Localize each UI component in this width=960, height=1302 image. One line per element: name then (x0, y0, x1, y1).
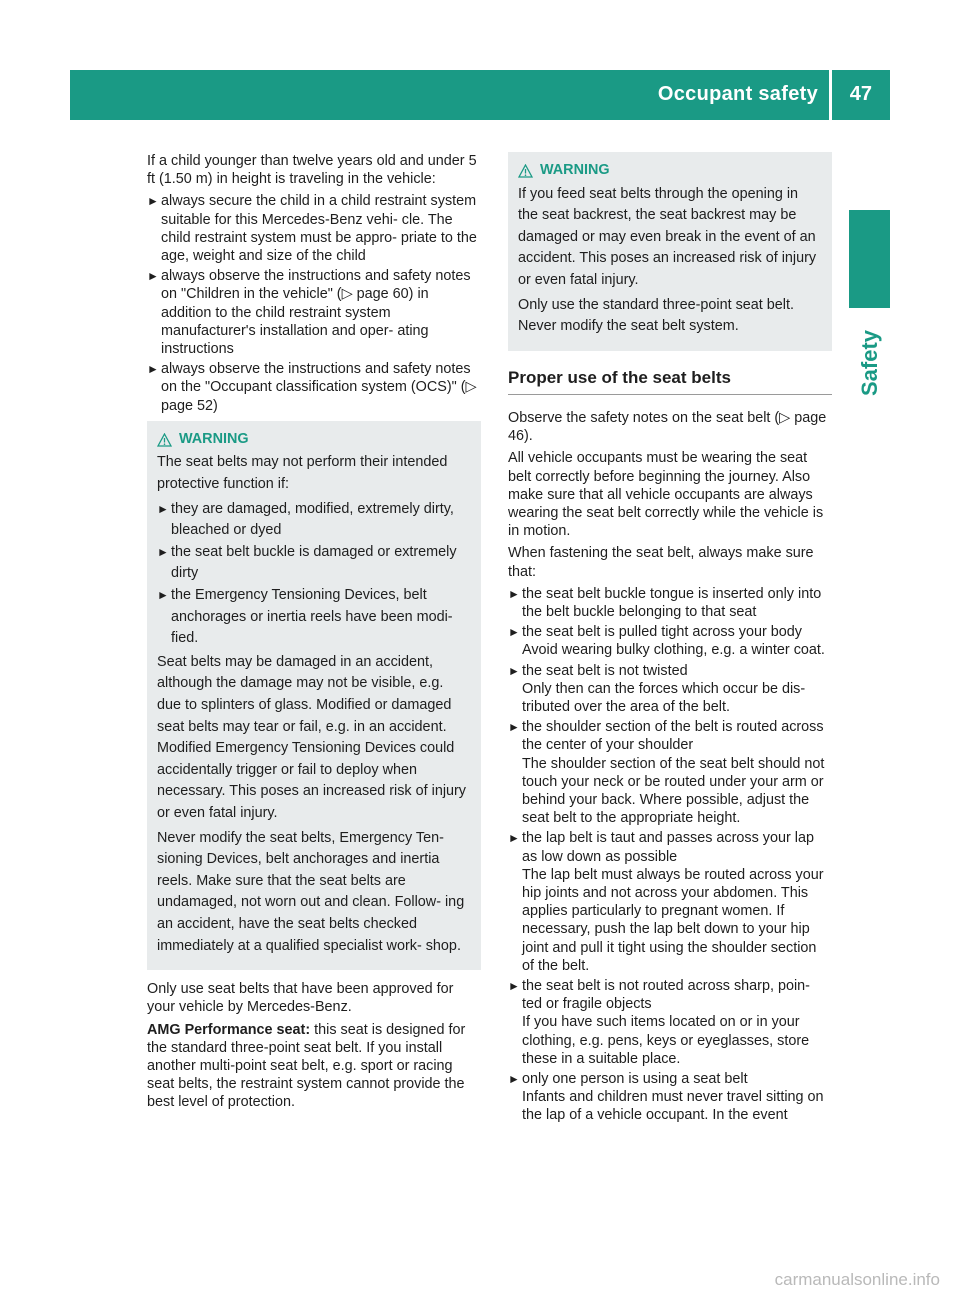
warning-intro: The seat belts may not perform their intended protective function if: (157, 454, 448, 493)
warning-paragraph: Only use the standard three-point seat belt. Never modify the seat belt system. (518, 296, 794, 335)
bullet-icon: ► (157, 544, 169, 559)
warning-box (508, 152, 832, 351)
bullet-icon: ► (157, 501, 169, 516)
list-item: ► only one person is using a seat belt Infants and children must never travel sitting on the lap of a vehicle occupant. In the event (508, 1070, 832, 1125)
warning-bullet-list (157, 499, 471, 650)
list-item: ► always observe the instructions and safety notes on "Children in the vehicle" (▷ page 60) in addition to the child restraint system manufacturer's installation and oper- ating instructions (147, 268, 471, 358)
list-item-detail: Avoid wearing bulky clothing, e.g. a winter coat. (522, 642, 825, 659)
occupants-paragraph: All vehicle occupants must be wearing the seat belt correctly before beginning the journey. Also make sure that all vehicle occupants are always wearing the seat belt correctly while the vehicle is in motion. (508, 450, 824, 540)
bullet-icon: ► (508, 586, 520, 601)
warning-box (147, 421, 481, 970)
left-column (147, 152, 481, 1116)
warning-paragraph: If you feed seat belts through the opening in the seat backrest, the seat backrest may be damaged or may even break in the event of an accident. This poses an increased risk of injury or even fatal injury. (518, 185, 817, 288)
list-item-detail: The lap belt must always be routed across your hip joints and not across your abdomen. This applies particularly to pregnant women. If necessary, push the lap belt down to your hip joint and pull it tight using the shoulder section of the belt. (522, 866, 824, 974)
list-item: ► the seat belt is not routed across sharp, poin- ted or fragile objects If you have such items located on or in your clothing, e.g. pens, keys or eyeglasses, store these in a suitable place. (508, 977, 832, 1068)
warning-paragraph: Never modify the seat belts, Emergency Ten- sioning Devices, belt anchorages and inertia reels. Make sure that the seat belts are undamaged, not worn out and clean. Follow- ing an accident, have the seat belts checked immediately at a qualified specialist work- shop. (157, 829, 465, 954)
list-item-detail: If you have such items located on or in your clothing, e.g. pens, keys or eyeglasses, store these in a suitable place. (522, 1014, 810, 1067)
warning-triangle-icon (518, 164, 533, 178)
list-item: ► the seat belt is not twisted Only then can the forces which occur be dis- tributed over the area of the belt. (508, 662, 832, 717)
section-tab-marker (849, 210, 890, 308)
bullet-icon: ► (508, 979, 520, 994)
list-item: ► the seat belt buckle is damaged or extremely dirty (157, 543, 457, 582)
page-number: 47 (849, 83, 872, 105)
section-tab-text: Safety (856, 329, 882, 397)
right-column (508, 152, 832, 1127)
bullet-icon: ► (147, 362, 159, 377)
header-bar (70, 70, 890, 120)
bullet-icon: ► (508, 831, 520, 846)
warning-heading: WARNING (157, 429, 471, 451)
intro-bullet-list (147, 192, 481, 414)
list-item-detail: The shoulder section of the seat belt should not touch your neck or be routed under your arm or behind your back. Where possible, adjust the seat belt to the appropriate height. (522, 755, 825, 827)
bullet-icon: ► (157, 588, 169, 602)
fastening-bullet-list (508, 585, 832, 1125)
bullet-icon: ► (508, 720, 520, 735)
bullet-icon: ► (147, 194, 159, 209)
footer-watermark: carmanualsonline.info (774, 1270, 940, 1289)
bullet-icon: ► (508, 1072, 520, 1087)
list-item: ► always secure the child in a child restraint system suitable for this Mercedes-Benz vehi- cle. The child restraint system must be appro- priate to the age, weight and size of the child (147, 193, 477, 265)
warning-paragraph: Seat belts may be damaged in an accident, although the damage may not be visible, e.g. due to splinters of glass. Modified or damaged seat belts may tear or fail, e.g. in an accident. Modified Emergency Tensioning Devices could accidentally trigger or fail to deploy when necessary. This poses an increased risk of injury or even fatal injury. (157, 653, 467, 821)
observe-paragraph: Observe the safety notes on the seat belt (▷ page 46). (508, 409, 827, 445)
bullet-icon: ► (508, 625, 520, 640)
list-item: ► always observe the instructions and safety notes on the "Occupant classification system (OCS)" (▷ page 52) (147, 361, 477, 414)
list-item-detail: Infants and children must never travel sitting on the lap of a vehicle occupant. In the event (522, 1089, 824, 1124)
warning-heading: WARNING (518, 160, 822, 182)
bullet-icon: ► (508, 663, 520, 678)
intro-paragraph: If a child younger than twelve years old and under 5 ft (1.50 m) in height is traveling in the vehicle: (147, 153, 477, 188)
list-item: ► they are damaged, modified, extremely dirty, bleached or dyed (157, 500, 454, 539)
approved-paragraph: Only use seat belts that have been approved for your vehicle by Mercedes-Benz. (147, 981, 454, 1016)
header-divider (829, 70, 832, 120)
list-item-detail: Only then can the forces which occur be dis- tributed over the area of the belt. (522, 680, 806, 715)
amg-label: AMG Performance seat: (147, 1021, 311, 1038)
fastening-paragraph: When fastening the seat belt, always make sure that: (508, 545, 814, 580)
section-tab-label (849, 318, 890, 408)
list-item: ► the seat belt buckle tongue is inserted only into the belt buckle belonging to that seat (508, 585, 822, 620)
amg-paragraph (147, 1021, 481, 1112)
list-item: ► the lap belt is taut and passes across your lap as low down as possible The lap belt must always be routed across your hip joints and not across your abdomen. This applies particularly to pregnant women. If necessary, push the lap belt down to your hip joint and pull it tight using the shoulder section of the belt. (508, 829, 832, 975)
list-item: ► the shoulder section of the belt is routed across the center of your shoulder The shoulder section of the seat belt should not touch your neck or be routed under your arm or behind your back. Where possible, adjust the seat belt to the appropriate height. (508, 718, 832, 827)
page-title: Occupant safety (657, 83, 818, 105)
section-heading: Proper use of the seat belts (508, 369, 832, 395)
warning-triangle-icon (157, 433, 172, 447)
amg-text: this seat is designed for the standard three-point seat belt. If you install another multi-point seat belt, e.g. sport or racing seat belts, the restraint system cannot provide the best level of protection. (147, 1021, 466, 1111)
bullet-icon: ► (147, 269, 159, 284)
list-item: ► the seat belt is pulled tight across your body Avoid wearing bulky clothing, e.g. a winter coat. (508, 623, 832, 659)
list-item: ► the Emergency Tensioning Devices, belt anchorages or inertia reels have been modi- fied. (157, 587, 453, 647)
